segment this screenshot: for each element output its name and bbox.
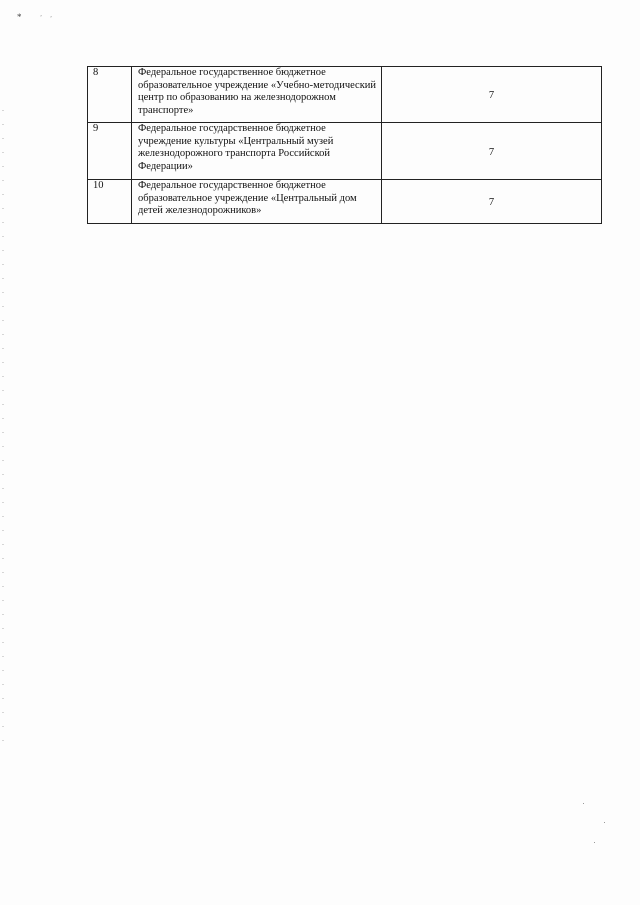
value-cell: 7 xyxy=(382,67,602,123)
value-cell: 7 xyxy=(382,123,602,180)
scan-edge-artifact xyxy=(2,110,4,750)
table-row xyxy=(88,67,602,123)
scan-speck xyxy=(604,822,605,823)
scan-speck xyxy=(583,803,584,804)
scan-mark: * xyxy=(17,12,22,22)
institution-name-cell: Федеральное государственное бюджетное учреждение культуры «Центральный музей железнодорожного транспорта Российской Федерации» xyxy=(132,123,382,180)
institution-name-cell: Федеральное государственное бюджетное образовательное учреждение «Центральный дом детей железнодорожников» xyxy=(132,180,382,224)
scan-speck xyxy=(594,842,595,843)
scan-mark: ʼ xyxy=(40,15,42,21)
row-number-cell: 10 xyxy=(88,180,132,224)
institution-name-cell: Федеральное государственное бюджетное образовательное учреждение «Учебно-методический центр по образованию на железнодорожном транспорте» xyxy=(132,67,382,123)
institutions-table xyxy=(87,66,602,224)
table-row xyxy=(88,180,602,224)
scan-mark: ʼ xyxy=(50,16,52,22)
row-number-cell: 8 xyxy=(88,67,132,123)
row-number-cell: 9 xyxy=(88,123,132,180)
value-cell: 7 xyxy=(382,180,602,224)
table-row xyxy=(88,123,602,180)
